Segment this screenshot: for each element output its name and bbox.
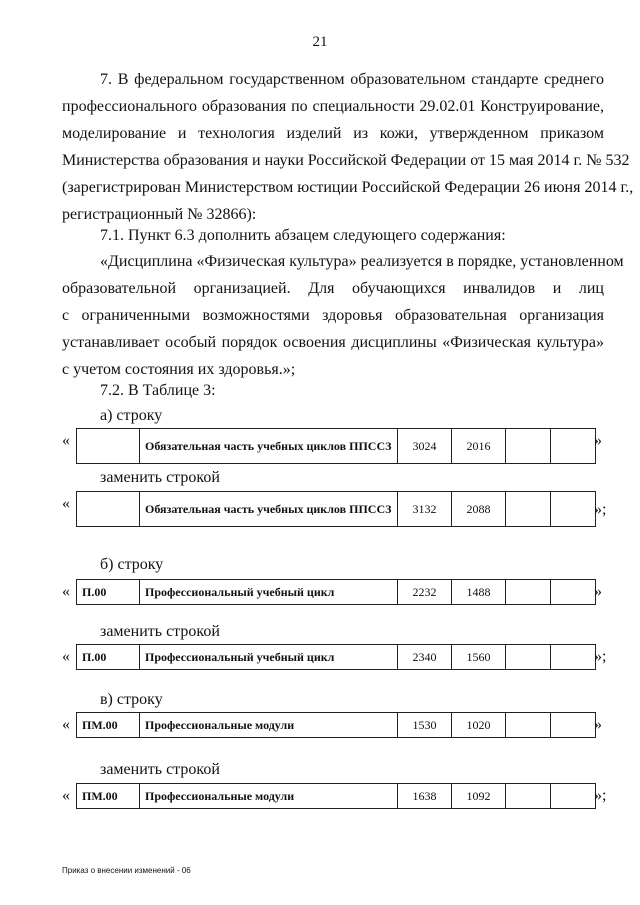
label-v: в) строку: [100, 691, 163, 708]
table-row-v-new: [62, 783, 612, 809]
cell-code: П.00: [77, 580, 140, 605]
quote-open: «: [62, 648, 70, 665]
cell-empty: [506, 580, 551, 605]
quote-close: »: [594, 432, 602, 449]
cell-empty: [506, 713, 551, 738]
paragraph-7-1: 7.1. Пункт 6.3 дополнить абзацем следующего содержания:: [100, 227, 506, 244]
cell-empty: [506, 645, 551, 670]
cell-value-2: 2088: [452, 492, 506, 527]
cell-empty: [551, 580, 596, 605]
cell-empty: [551, 713, 596, 738]
cell-value-2: 1092: [452, 784, 506, 809]
cell-empty: [506, 429, 551, 464]
cell-value-2: 1020: [452, 713, 506, 738]
table-fragment: [76, 644, 596, 670]
quote-open: «: [62, 432, 70, 449]
table-row-v-old: [62, 712, 612, 738]
replace-label: заменить строкой: [100, 623, 220, 640]
paragraph-7-2: 7.2. В Таблице 3:: [100, 382, 216, 399]
cell-name: Профессиональные модули: [140, 784, 398, 809]
cell-code: П.00: [77, 645, 140, 670]
text-line: «Дисциплина «Физическая культура» реализуется в порядке, установленном: [100, 253, 624, 270]
table-fragment: [76, 783, 596, 809]
quote-close: »: [594, 583, 602, 600]
cell-empty: [551, 492, 596, 527]
quote-open: «: [62, 716, 70, 733]
cell-empty: [506, 784, 551, 809]
quote-open: «: [62, 583, 70, 600]
quote-open: «: [62, 787, 70, 804]
page-number: 21: [312, 34, 328, 50]
cell-value-1: 2340: [398, 645, 452, 670]
quote-close: »: [594, 716, 602, 733]
cell-value-1: 3024: [398, 429, 452, 464]
text-line: устанавливает особый порядок освоения дисциплины «Физическая культура»: [62, 334, 604, 351]
cell-value-2: 2016: [452, 429, 506, 464]
text-line: с ограниченными возможностями здоровья образовательная организация: [62, 307, 604, 324]
quote-open: «: [62, 495, 70, 512]
table-fragment: [76, 579, 596, 605]
cell-value-1: 1638: [398, 784, 452, 809]
cell-name: Обязательная часть учебных циклов ППССЗ: [140, 492, 398, 527]
table-row-b-new: [62, 644, 612, 670]
text-line: образовательной организацией. Для обучающихся инвалидов и лиц: [62, 280, 604, 297]
cell-value-1: 3132: [398, 492, 452, 527]
cell-empty: [551, 784, 596, 809]
cell-name: Профессиональные модули: [140, 713, 398, 738]
table-row-a-new: [62, 491, 612, 527]
text-line: регистрационный № 32866):: [62, 206, 257, 223]
quote-paragraph: [62, 248, 624, 383]
label-a: а) строку: [100, 407, 163, 424]
cell-name: Профессиональный учебный цикл: [140, 580, 398, 605]
footer-note: Приказ о внесении изменений - 06: [62, 866, 191, 875]
text-line: 7. В федеральном государственном образовательном стандарте среднего: [100, 71, 604, 88]
table-row-a-old: [62, 428, 612, 464]
table-fragment: [76, 491, 596, 527]
cell-code: ПМ.00: [77, 713, 140, 738]
text-line: (зарегистрирован Министерством юстиции Российской Федерации 26 июня 2014 г.,: [62, 179, 634, 196]
cell-empty: [551, 429, 596, 464]
cell-value-2: 1560: [452, 645, 506, 670]
replace-label: заменить строкой: [100, 761, 220, 778]
cell-code: [77, 492, 140, 527]
quote-close: »;: [594, 648, 607, 665]
text-line: Министерства образования и науки Российской Федерации от 15 мая 2014 г. № 532: [62, 152, 630, 169]
table-row-b-old: [62, 579, 612, 605]
cell-name: Обязательная часть учебных циклов ППССЗ: [140, 429, 398, 464]
cell-code: [77, 429, 140, 464]
table-fragment: [76, 428, 596, 464]
label-b: б) строку: [100, 556, 164, 573]
cell-value-2: 1488: [452, 580, 506, 605]
quote-close: »;: [594, 501, 607, 518]
table-fragment: [76, 712, 596, 738]
cell-value-1: 1530: [398, 713, 452, 738]
cell-value-1: 2232: [398, 580, 452, 605]
quote-close: »;: [594, 787, 607, 804]
text-line: с учетом состояния их здоровья.»;: [62, 361, 296, 378]
cell-code: ПМ.00: [77, 784, 140, 809]
text-line: профессионального образования по специальности 29.02.01 Конструирование,: [62, 98, 604, 115]
cell-name: Профессиональный учебный цикл: [140, 645, 398, 670]
replace-label: заменить строкой: [100, 469, 220, 486]
cell-empty: [506, 492, 551, 527]
text-line: моделирование и технология изделий из кожи, утвержденном приказом: [62, 125, 604, 142]
cell-empty: [551, 645, 596, 670]
paragraph-7: [62, 66, 634, 228]
